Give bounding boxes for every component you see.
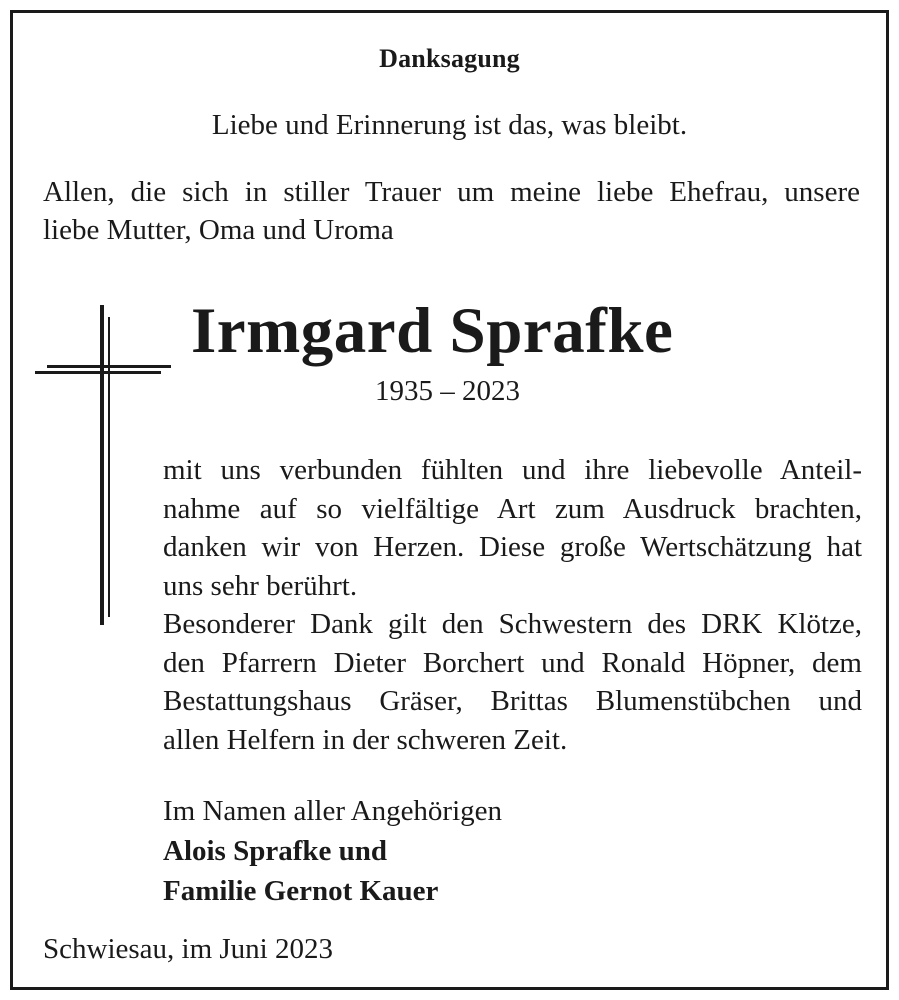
motto: Liebe und Erinnerung ist das, was bleibt.	[211, 109, 688, 141]
intro-line-1: Allen, die sich in stiller Trauer um meine liebe Ehefrau, unsere	[43, 176, 860, 208]
signature-name-1: Alois Sprafke und	[163, 835, 388, 867]
intro-line-2: liebe Mutter, Oma und Uroma	[43, 214, 394, 246]
signature-block	[163, 791, 502, 911]
body-line: Bestattungshaus Gräser, Brittas Blumenstübchen und	[163, 685, 862, 717]
cross-icon	[35, 305, 175, 625]
intro-paragraph	[43, 173, 860, 249]
place-date: Schwiesau, im Juni 2023	[43, 933, 333, 965]
notice-frame	[10, 10, 889, 990]
body-line: mit uns verbunden fühlten und ihre liebevolle Anteil-	[163, 454, 862, 486]
body-line: uns sehr berührt.	[163, 569, 358, 602]
body-line: nahme auf so vielfältige Art zum Ausdruck brachten,	[163, 492, 862, 525]
body-line: allen Helfern in der schweren Zeit.	[163, 723, 568, 756]
thanks-paragraph	[163, 451, 862, 759]
life-years: 1935 – 2023	[375, 375, 520, 407]
body-line: danken wir von Herzen. Diese große Wertschätzung hat	[163, 531, 862, 563]
signature-intro: Im Namen aller Angehörigen	[163, 795, 503, 827]
body-line: den Pfarrern Dieter Borchert und Ronald Höpner, dem	[163, 646, 862, 679]
deceased-name: Irmgard Sprafke	[191, 295, 674, 367]
body-line: Besonderer Dank gilt den Schwestern des DRK Klötze,	[163, 608, 862, 640]
notice-heading: Danksagung	[379, 44, 520, 73]
signature-name-2: Familie Gernot Kauer	[163, 875, 439, 907]
